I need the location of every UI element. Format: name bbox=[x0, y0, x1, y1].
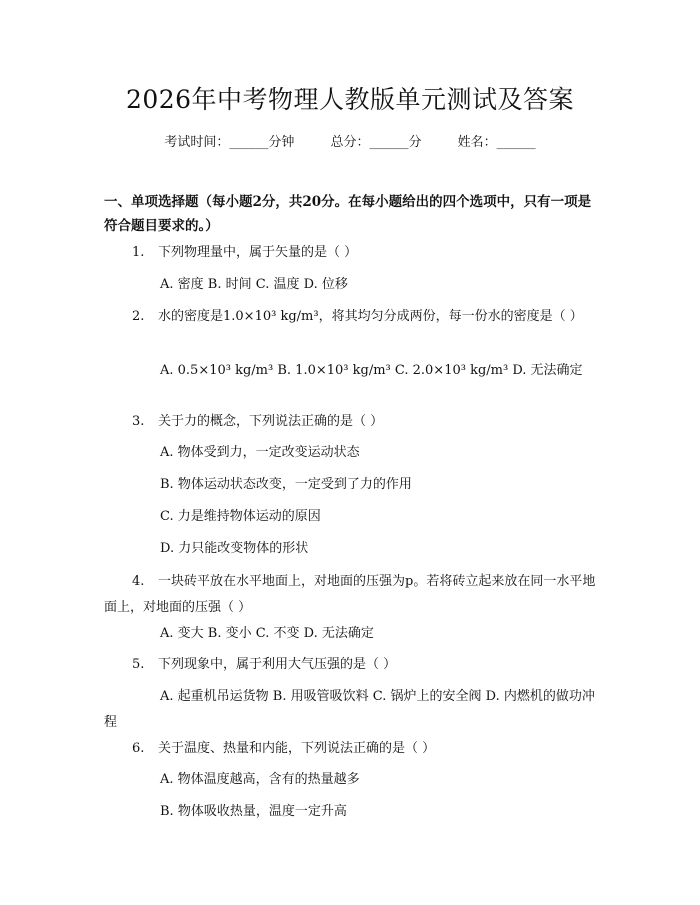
question-number: 4. bbox=[132, 574, 145, 589]
question-6 bbox=[104, 736, 598, 762]
option-line: C. 力是维持物体运动的原因 bbox=[160, 509, 321, 524]
option-line: D. 力只能改变物体的形状 bbox=[160, 541, 309, 556]
question-3 bbox=[104, 409, 598, 435]
question-text: 下列现象中，属于利用大气压强的是（ ） bbox=[158, 657, 397, 672]
question-5-options bbox=[104, 684, 598, 736]
question-4 bbox=[104, 569, 598, 621]
option-line: A. 变大 B. 变小 C. 不变 D. 无法确定 bbox=[160, 626, 374, 641]
exam-score: 总分：______分 bbox=[330, 135, 422, 150]
page-title: 2026年中考物理人教版单元测试及答案 bbox=[125, 85, 575, 114]
exam-meta bbox=[0, 131, 700, 150]
question-number: 2. bbox=[132, 309, 145, 324]
question-text: 下列物理量中，属于矢量的是（ ） bbox=[158, 245, 358, 260]
question-5 bbox=[104, 652, 598, 678]
question-2 bbox=[104, 304, 598, 330]
option-line: A. 物体温度越高，含有的热量越多 bbox=[160, 772, 360, 787]
question-2-options bbox=[104, 358, 598, 384]
option-line: A. 起重机吊运货物 B. 用吸管吸饮料 C. 锅炉上的安全阀 D. 内燃机的做功冲程 bbox=[104, 689, 595, 730]
option-line: A. 0.5×10³ kg/m³ B. 1.0×10³ kg/m³ C. 2.0×10³ kg/m³ D. 无法确定 bbox=[160, 363, 583, 378]
option-line: A. 密度 B. 时间 C. 温度 D. 位移 bbox=[160, 277, 348, 292]
question-number: 5. bbox=[132, 657, 145, 672]
question-4-options bbox=[104, 621, 598, 647]
question-number: 3. bbox=[132, 414, 145, 429]
question-1-options bbox=[104, 272, 598, 298]
question-1 bbox=[104, 240, 598, 266]
question-6-options bbox=[104, 767, 598, 825]
exam-time: 考试时间：______分钟 bbox=[164, 135, 295, 150]
question-text: 水的密度是1.0×10³ kg/m³，将其均匀分成两份，每一份水的密度是（ ） bbox=[158, 309, 583, 324]
section-heading: 一、单项选择题（每小题2分，共20分。在每小题给出的四个选项中，只有一项是符合题目要求的。） bbox=[104, 194, 592, 234]
student-name: 姓名：______ bbox=[457, 135, 536, 150]
question-3-options bbox=[104, 440, 598, 562]
option-line: B. 物体运动状态改变，一定受到了力的作用 bbox=[160, 477, 412, 492]
question-text: 一块砖平放在水平地面上，对地面的压强为p。若将砖立起来放在同一水平地面上，对地面的压强（ ） bbox=[104, 574, 596, 615]
question-text: 关于温度、热量和内能，下列说法正确的是（ ） bbox=[158, 741, 436, 756]
option-line: B. 物体吸收热量，温度一定升高 bbox=[160, 804, 347, 819]
option-line: A. 物体受到力，一定改变运动状态 bbox=[160, 445, 360, 460]
question-number: 1. bbox=[132, 245, 145, 260]
question-number: 6. bbox=[132, 741, 145, 756]
question-text: 关于力的概念，下列说法正确的是（ ） bbox=[158, 414, 384, 429]
